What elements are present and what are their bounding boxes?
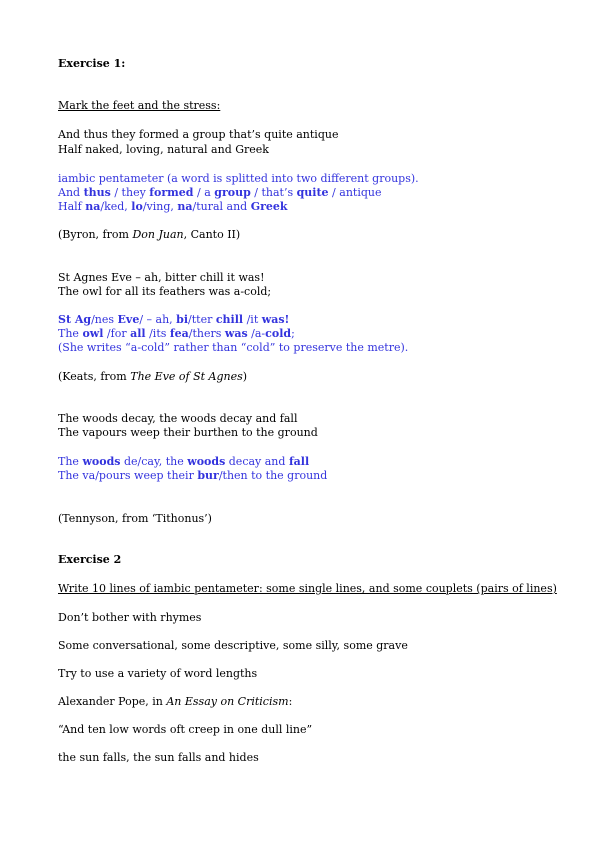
- keats-line-2: The owl for all its feathers was a-cold;: [58, 285, 272, 298]
- byron-meter-note: iambic pentameter (a word is splitted into two different groups).: [58, 172, 419, 185]
- exercise-2-instruction: Write 10 lines of iambic pentameter: some single lines, and some couplets (pairs of lines): [58, 582, 557, 595]
- pope-quote: “And ten low words oft creep in one dull line”: [58, 723, 313, 736]
- keats-metre-note: (She writes “a-cold” rather than “cold” to preserve the metre).: [58, 341, 409, 354]
- byron-marked-line-1: And thus / they formed / a group / that’s quite / antique: [58, 186, 382, 199]
- tip-rhymes: Don’t bother with rhymes: [58, 611, 202, 624]
- keats-line-1: St Agnes Eve – ah, bitter chill it was!: [58, 271, 265, 284]
- pope-reference: Alexander Pope, in An Essay on Criticism:: [58, 695, 293, 708]
- exercise-2-heading: Exercise 2: [58, 553, 122, 566]
- tennyson-marked-line-1: The woods de/cay, the woods decay and fall: [58, 455, 310, 468]
- byron-marked-line-2: Half na/ked, lo/ving, na/tural and Greek: [58, 200, 288, 213]
- keats-marked-line-2: The owl /for all /its fea/thers was /a-cold;: [58, 327, 295, 340]
- exercise-1-instruction: Mark the feet and the stress:: [58, 99, 221, 112]
- keats-marked-line-1: St Ag/nes Eve/ – ah, bi/tter chill /it was!: [58, 313, 290, 326]
- keats-citation: (Keats, from The Eve of St Agnes): [58, 370, 248, 383]
- tennyson-marked-line-2: The va/pours weep their bur/then to the ground: [58, 469, 328, 482]
- byron-citation: (Byron, from Don Juan, Canto II): [58, 228, 241, 241]
- exercise-1-heading: Exercise 1:: [58, 57, 126, 70]
- byron-line-2: Half naked, loving, natural and Greek: [58, 143, 269, 156]
- tennyson-line-1: The woods decay, the woods decay and fall: [58, 412, 298, 425]
- example-line: the sun falls, the sun falls and hides: [58, 751, 259, 764]
- tip-word-lengths: Try to use a variety of word lengths: [58, 667, 258, 680]
- tennyson-line-2: The vapours weep their burthen to the ground: [58, 426, 318, 439]
- tennyson-citation: (Tennyson, from ‘Tithonus’): [58, 512, 212, 525]
- tip-tone: Some conversational, some descriptive, some silly, some grave: [58, 639, 408, 652]
- byron-line-1: And thus they formed a group that’s quite antique: [58, 128, 339, 141]
